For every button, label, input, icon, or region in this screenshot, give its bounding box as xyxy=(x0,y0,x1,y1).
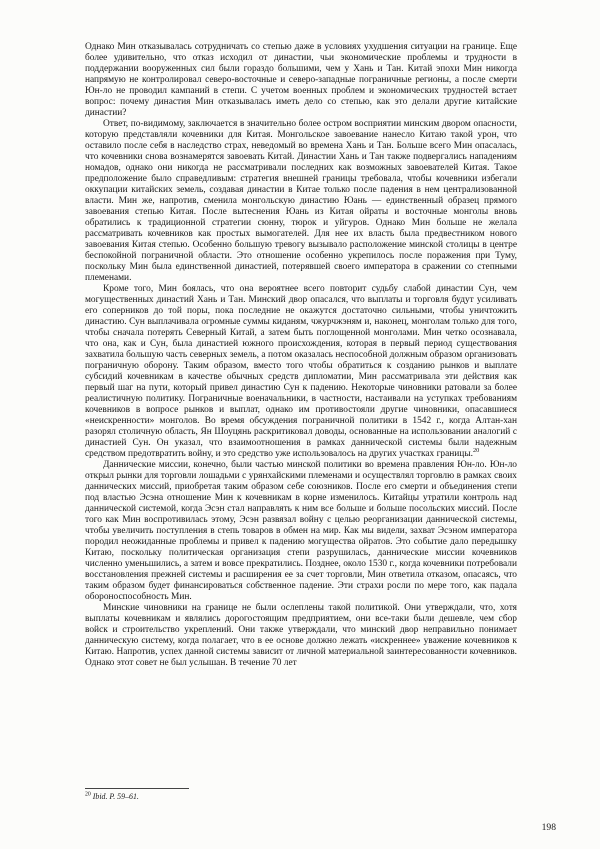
paragraph xyxy=(85,119,517,284)
paragraph-text: Даннические миссии, конечно, были частью минской политики во времена правления Юн-ло. Юн-ло открыл рынки для торговли лошадьми с урянхайскими племенами и осуществлял торговлю в рамках своих даннических миссий, приобретая таким образом себе союзников. После его смерти и объединения степи под властью Эсэна отношение Мин к кочевникам в корне изменилось. Китайцы утратили контроль над даннической системой, когда Эсэн стал направлять к ним все больше и больше посольских миссий. После того как Мин воспротивилась этому, Эсэн развязал войну с целью реорганизации даннической системы, чтобы увеличить поступления в степь товаров в обмен на мир. Как мы видели, захват Эсэном императора породил неожиданные проблемы и привел к падению могущества ойратов. Это событие дало передышку Китаю, поскольку политическая организация степи разрушилась, даннические миссии кочевников численно уменьшились, а затем и вовсе прекратились. Позднее, около 1530 г., когда кочевники потребовали восстановления прежней системы и расширения ее за счет торговли, Мин ответила отказом, опасаясь, что таким образом будет финансироваться собственное падение. Эти страхи росли по мере того, как падала обороноспособность Мин. xyxy=(85,460,517,602)
paragraph xyxy=(85,284,517,460)
footnote-area xyxy=(85,788,517,802)
paragraph-text: Однако Мин отказывалась сотрудничать со степью даже в условиях ухудшения ситуации на границе. Еще более удивительно, что отказ исходил от династии, чьи экономические проблемы и трудности в поддержании вооруженных сил были гораздо большими, чем у Хань и Тан. Китай эпохи Мин никогда напрямую не контролировал северо-восточные и северо-западные пограничные регионы, а после смерти Юн-ло не проводил кампаний в степи. С учетом военных проблем и экономических трудностей встает вопрос: почему династия Мин отказывалась иметь дело со степью, как это делали другие китайские династии? xyxy=(85,42,517,118)
footnote xyxy=(85,792,517,802)
paragraph-text: Ответ, по-видимому, заключается в значительно более остром восприятии минским двором опасности, которую представляли кочевники для Китая. Монгольское завоевание нанесло Китаю такой урон, что оставило после себя в наследство страх, неведомый во времена Хань и Тан. Больше всего Мин опасалась, что кочевники снова вознамерятся завоевать Китай. Династии Хань и Тан также подвергались нападениям номадов, однако они никогда не рассматривали последних как возможных завоевателей Китая. Такое предположение было справедливым: стратегия внешней границы требовала, чтобы кочевники избегали оккупации китайских земель, создавая династии в Китае только после падения в нем централизованной власти. Мин же, напротив, сменила монгольскую династию Юань — единственный образец прямого завоевания степью Китая. После вытеснения Юань из Китая ойраты и восточные монголы вновь обратились к традиционной стратегии сюнну, тюрок и уйгуров. Однако Мин больше не желала рассматривать кочевников как простых вымогателей. Для нее их власть была предвестником нового завоевания Китая степью. Особенно большую тревогу вызывало расположение минской столицы в центре беспокойной пограничной области. Это отношение особенно укрепилось после поражения при Туму, поскольку Мин была единственной династией, потерявшей своего императора в сражении со степными племенами. xyxy=(85,119,517,283)
page-number: 198 xyxy=(541,822,556,833)
paragraph-text: Минские чиновники на границе не были ослеплены такой политикой. Они утверждали, что, хотя выплаты кочевникам и являлись дорогостоящим предприятием, они все-таки были дешевле, чем сбор войск и строительство укреплений. Они также утверждали, что минский двор неправильно понимает данническую систему, когда полагает, что в ее основе должно лежать «искреннее» уважение кочевников к Китаю. Напротив, успех данной системы зависит от личной материальной заинтересованности кочевников. Однако этот совет не был услышан. В течение 70 лет xyxy=(85,603,517,668)
footnote-text: Ibid. P. 59–61. xyxy=(92,792,139,801)
footnote-reference: 20 xyxy=(472,446,480,454)
paragraph xyxy=(85,42,517,119)
paragraph-text: Кроме того, Мин боялась, что она вероятнее всего повторит судьбу слабой династии Сун, чем могущественных династий Хань и Тан. Минский двор опасался, что выплаты и торговля будут усиливать его соперников до той поры, пока последние не окажутся достаточно сильными, чтобы уничтожить династию. Сун выплачивала огромные суммы киданям, чжурчжэням и, наконец, монголам только для того, чтобы сначала потерять Северный Китай, а затем быть поглощенной монголами. Мин четко осознавала, что она, как и Сун, была династией южного происхождения, которая в первый период существования захватила большую часть северных земель, а потом оказалась неспособной должным образом организовать пограничную оборону. Таким образом, вместо того чтобы обратиться к созданию рынков и выплате субсидий кочевникам в качестве обычных средств дипломатии, Мин рассматривала эти действия как первый шаг на пути, который привел династию Сун к падению. Некоторые чиновники ратовали за более реалистичную политику. Пограничные военачальники, в частности, настаивали на уступках требованиям кочевников в вопросе рынков и выплат, однако им противостояли другие чиновники, опасавшиеся «неискренности» монголов. Во время обсуждения пограничной политики в 1542 г., когда Алтан-хан разорял столичную область, Ян Шоуцянь раскритиковал доводы, основанные на использовании аналогий с династией Сун. Он указал, что взаимоотношения в рамках даннической системы были надежным средством предотвратить войну, и это средство уже использовалось на других участках границы. xyxy=(85,284,517,459)
footnote-marker: 20 xyxy=(85,791,91,798)
paragraph xyxy=(85,460,517,603)
body-text xyxy=(85,42,517,669)
footnote-separator xyxy=(85,788,189,789)
paragraph xyxy=(85,603,517,669)
